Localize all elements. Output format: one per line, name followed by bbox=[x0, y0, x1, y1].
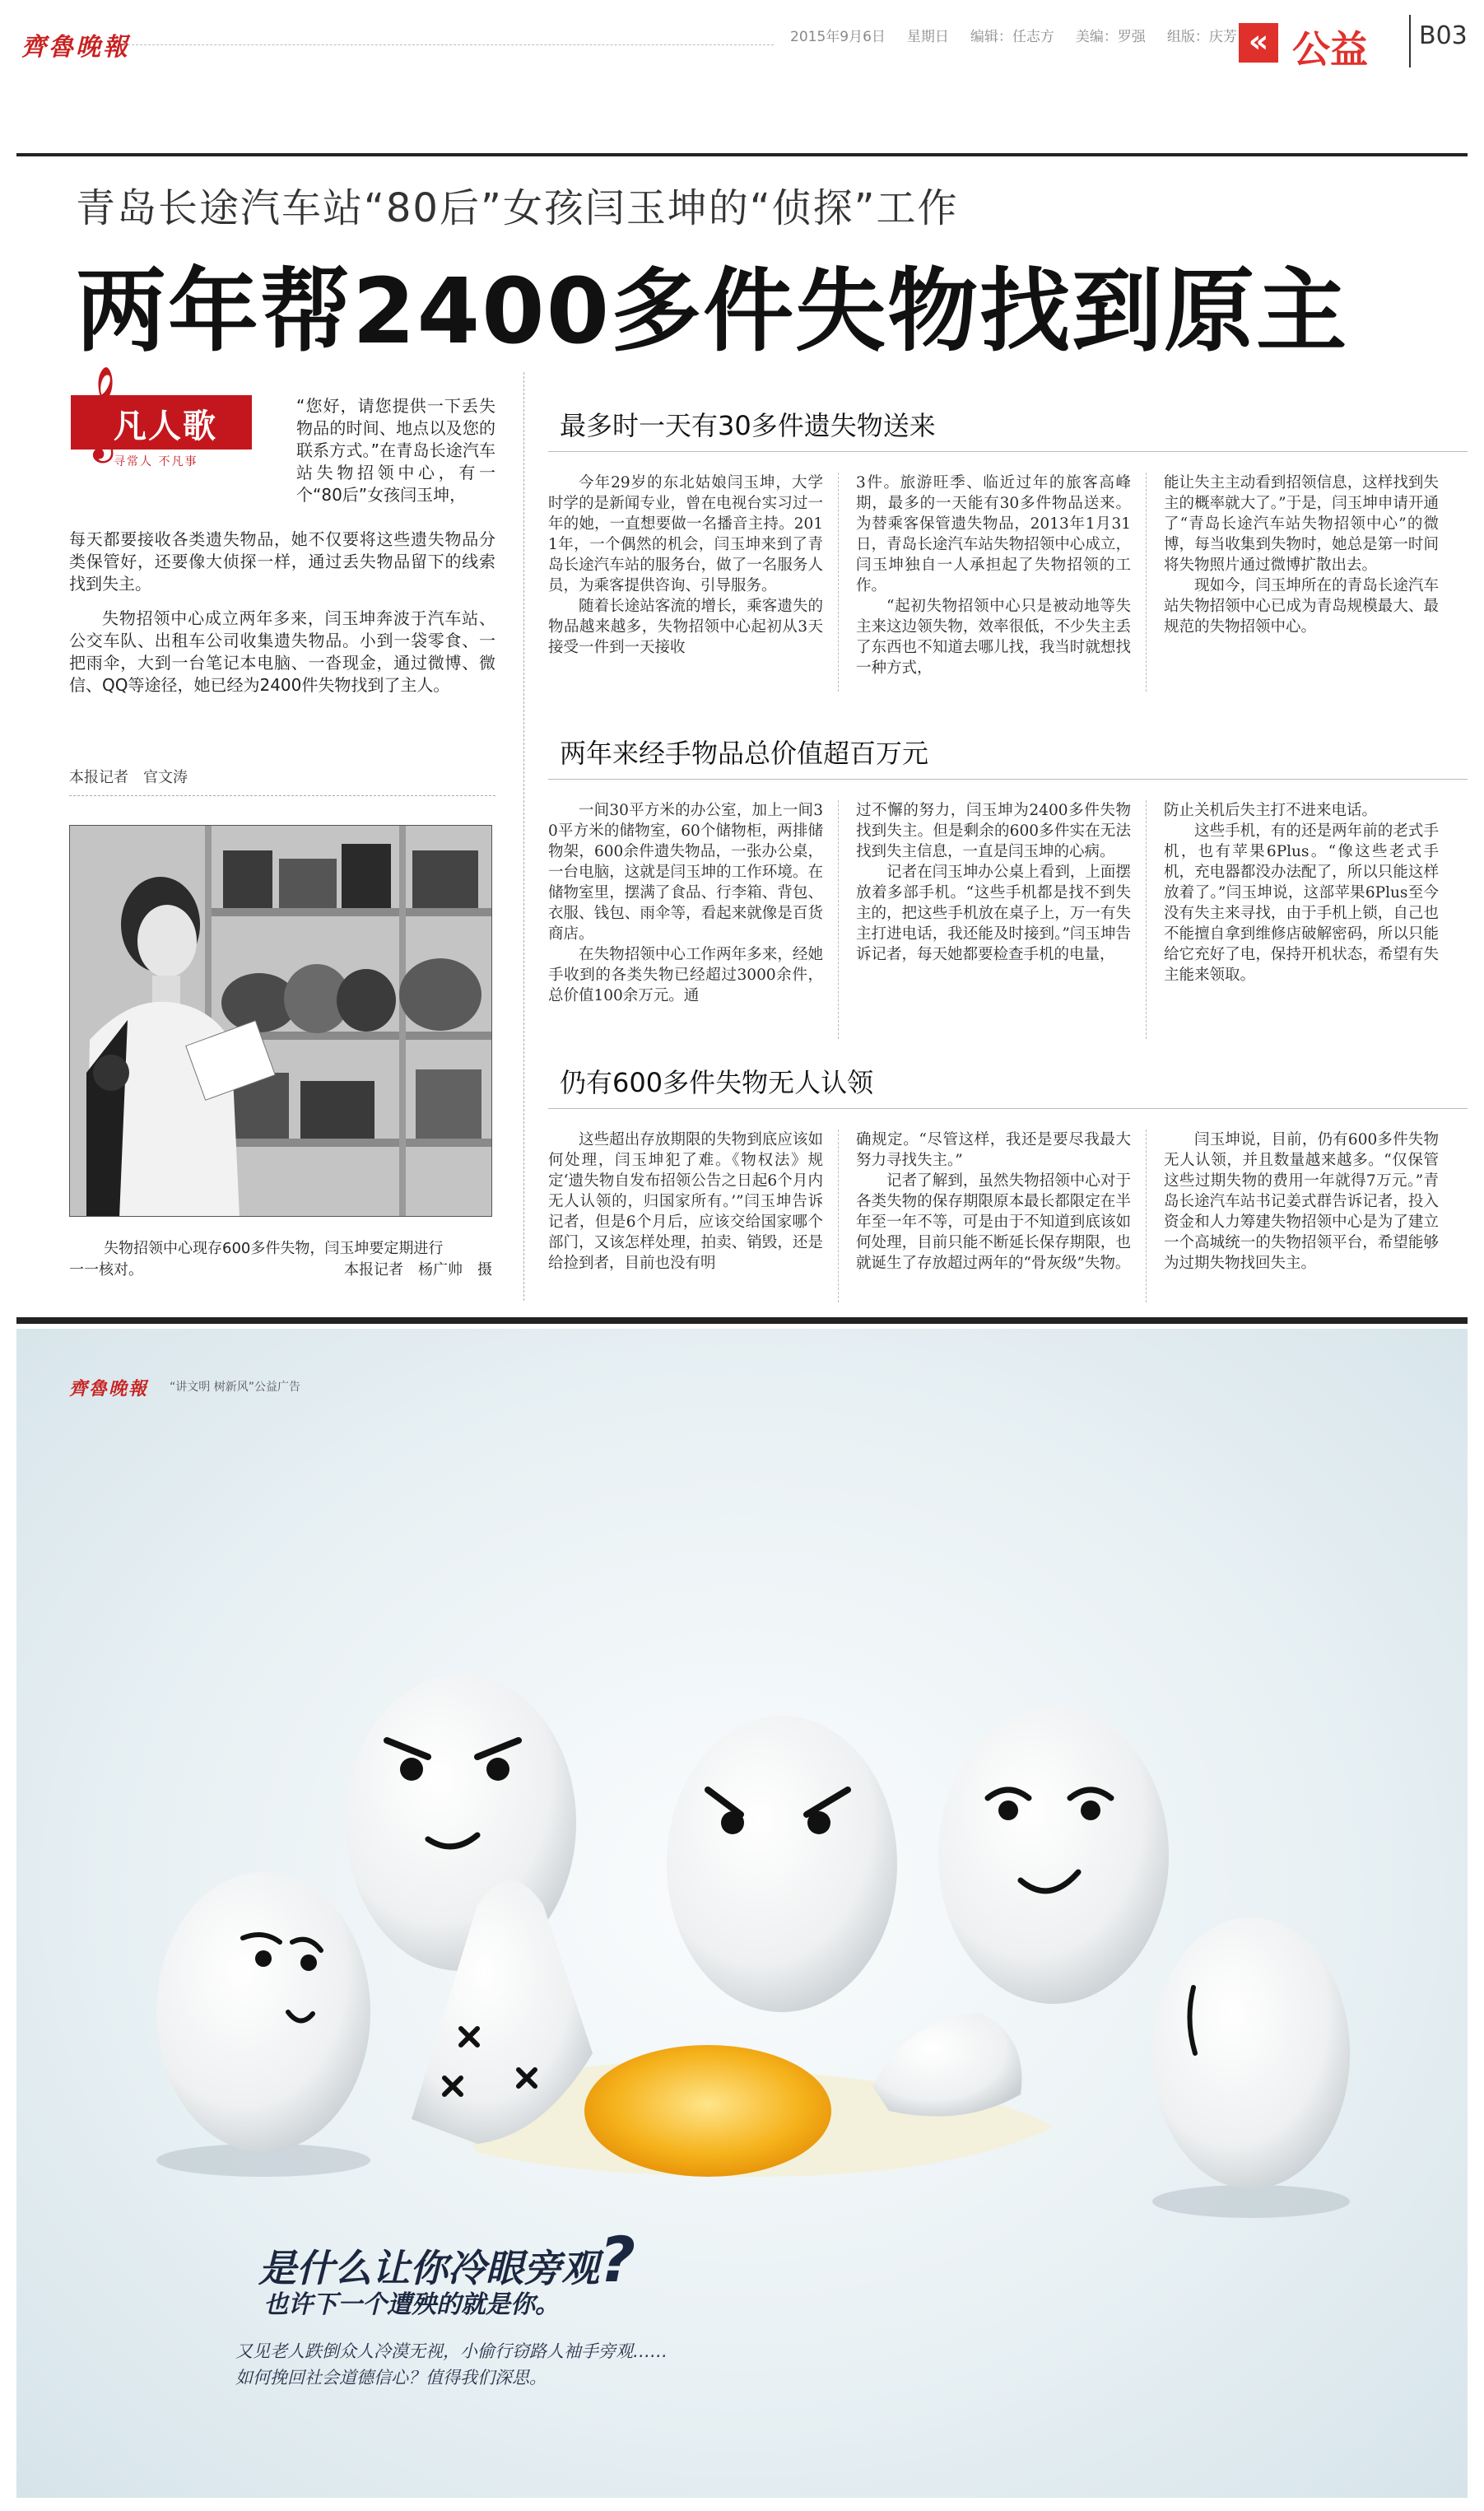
section-3-column-3 bbox=[1164, 1130, 1439, 1274]
newspaper-logo: 齊魯晚報 bbox=[21, 33, 130, 62]
section-2-column-3 bbox=[1164, 800, 1439, 985]
column-logo bbox=[71, 366, 258, 471]
section-1-rule bbox=[548, 451, 1468, 452]
ad-question-mark: ? bbox=[599, 2223, 636, 2296]
treble-clef-icon: 𝄞 bbox=[76, 366, 123, 459]
photo-caption-credit-line bbox=[69, 1260, 492, 1280]
section-1-column-2 bbox=[856, 473, 1131, 678]
intro-paragraph-3: 失物招领中心成立两年多来，闫玉坤奔波于汽车站、公交车队、出租车公司收集遗失物品。小到一袋零食、一把雨伞，大到一台笔记本电脑、一沓现金，通过微博、微信、QQ等途径，她已经为2400件失物找到了主人。 bbox=[69, 608, 495, 695]
paragraph: 3件。旅游旺季、临近过年的旅客高峰期，最多的一天能有30多件物品送来。为替乘客保管遗失物品，2013年1月31日，青岛长途汽车站失物招领中心成立，闫玉坤独自一人承担起了失物招领的工作。 bbox=[856, 474, 1131, 594]
column-rule bbox=[838, 473, 839, 692]
ad-subline-2: 如何挽回社会道德信心？值得我们深思。 bbox=[235, 2368, 547, 2388]
ad-subline-1: 又见老人跌倒众人冷漠无视，小偷行窃路人袖手旁观…… bbox=[235, 2341, 668, 2361]
section-1-column-3 bbox=[1164, 473, 1439, 637]
intro-paragraph-1: “您好，请您提供一下丢失物品的时间、地点以及您的联系方式。”在青岛长途汽车站失物招领中心，有一个“80后”女孩闫玉坤， bbox=[296, 396, 495, 505]
photo-caption-tail: 一一核对。 bbox=[69, 1261, 143, 1279]
section-3-rule bbox=[548, 1108, 1468, 1109]
issue-art-editor: 美编：罗强 bbox=[1075, 29, 1146, 45]
issue-editor: 编辑：任志方 bbox=[970, 29, 1054, 45]
column-rule bbox=[1146, 473, 1147, 692]
paragraph: 记者在闫玉坤办公桌上看到，上面摆放着多部手机。“这些手机都是找不到失主的，把这些手机放在桌子上，万一有失主打进电话，我还能及时接到。”闫玉坤告诉记者，每天她都要检查手机的电量， bbox=[856, 864, 1131, 963]
byline: 本报记者 官文涛 bbox=[69, 769, 188, 786]
issue-layout: 组版：庆芳 bbox=[1166, 29, 1237, 45]
paragraph: “起初失物招领中心只是被动地等失主来这边领失物，效率很低，不少失主丢了东西也不知道去哪儿找，我当时就想找一种方式， bbox=[856, 598, 1131, 677]
column-rule bbox=[838, 1130, 839, 1302]
paragraph: 闫玉坤说，目前，仍有600多件失物无人认领，并且数量越来越多。“仅保管这些过期失物的费用一年就得7万元。”青岛长途汽车站书记姜式群告诉记者，投入资金和人力筹建失物招领中心是为了建立一个高城统一的失物招领平台，希望能够为过期失物找回失主。 bbox=[1164, 1131, 1439, 1272]
masthead bbox=[0, 0, 1484, 82]
column-rule bbox=[1146, 800, 1147, 1039]
photo-credit: 本报记者 杨广帅 摄 bbox=[344, 1261, 492, 1279]
column-rule bbox=[838, 800, 839, 1039]
paragraph: 在失物招领中心工作两年多来，经她手收到的各类失物已经超过3000余件，总价值100余万元。通 bbox=[548, 946, 823, 1004]
section-3-column-2 bbox=[856, 1130, 1131, 1274]
page-number: B03 bbox=[1419, 21, 1468, 50]
section-arrow-icon: « bbox=[1239, 23, 1278, 63]
masthead-dashed-rule bbox=[123, 44, 774, 45]
article-kicker: 青岛长途汽车站“80后”女孩闫玉坤的“侦探”工作 bbox=[76, 185, 959, 231]
lost-and-found-photo-illustration bbox=[70, 826, 492, 1217]
section-name: 公益 bbox=[1292, 27, 1368, 72]
paragraph: 随着长途站客流的增长，乘客遗失的物品越来越多，失物招领中心起初从3天接受一件到一天接收 bbox=[548, 598, 823, 656]
paragraph: 确规定。“尽管这样，我还是要尽我最大努力寻找失主。” bbox=[856, 1131, 1131, 1169]
section-1-column-1 bbox=[548, 473, 823, 658]
ad-slogan: “讲文明 树新风”公益广告 bbox=[170, 1381, 300, 1394]
ad-newspaper-logo: 齊魯晚報 bbox=[69, 1378, 149, 1400]
section-1-subhead: 最多时一天有30多件遗失物送来 bbox=[560, 410, 936, 441]
paragraph: 这些手机，有的还是两年前的老式手机，也有苹果6Plus。“像这些老式手机，充电器都没办法配了，所以只能这样放着了。”闫玉坤说，这部苹果6Plus至今没有失主来寻找，由于手机上锁，自己也不能擅自拿到维修店破解密码，所以只能给它充好了电，保持开机状态，希望有失主能来领取。 bbox=[1164, 822, 1439, 984]
section-2-column-2 bbox=[856, 800, 1131, 965]
ad-question-text: 是什么让你冷眼旁观 bbox=[258, 2246, 599, 2290]
section-2-column-1 bbox=[548, 800, 823, 1006]
issue-meta bbox=[790, 25, 1237, 45]
column-logo-tagline: 寻常人 不凡事 bbox=[114, 455, 198, 468]
paragraph: 记者了解到，虽然失物招领中心对于各类失物的保存期限原本最长都限定在半年至一年不等，可是由于不知道到底该如何处理，目前只能不断延长保存期限，也就诞生了存放超过两年的“骨灰级”失物。 bbox=[856, 1172, 1131, 1272]
paragraph: 今年29岁的东北姑娘闫玉坤，大学时学的是新闻专业，曾在电视台实习过一年的她，一直想要做一名播音主持。2011年，一个偶然的机会，闫玉坤来到了青岛长途汽车站的服务台，做了一名服务人员，为乘客提供咨询、引导服务。 bbox=[548, 474, 823, 594]
issue-date: 2015年9月6日 bbox=[790, 29, 886, 45]
paragraph: 过不懈的努力，闫玉坤为2400多件失物找到失主。但是剩余的600多件实在无法找到失主信息，一直是闫玉坤的心病。 bbox=[856, 802, 1131, 860]
issue-weekday: 星期日 bbox=[906, 29, 949, 45]
section-2-subhead: 两年来经手物品总价值超百万元 bbox=[560, 738, 929, 769]
top-rule bbox=[16, 153, 1468, 156]
byline-rule bbox=[69, 795, 495, 796]
eggs-illustration bbox=[16, 1329, 1468, 2498]
paragraph: 能让失主主动看到招领信息，这样找到失主的概率就大了。”于是，闫玉坤申请开通了“青岛长途汽车站失物招领中心”的微博，每当收集到失物时，她总是第一时间将失物照片通过微博扩散出去。 bbox=[1164, 474, 1439, 574]
public-service-ad bbox=[16, 1329, 1468, 2498]
photo-caption: 失物招领中心现存600多件失物，闫玉坤要定期进行 bbox=[104, 1240, 444, 1257]
section-2-rule bbox=[548, 779, 1468, 780]
page-number-divider bbox=[1409, 15, 1411, 68]
article-headline: 两年帮2400多件失物找到原主 bbox=[76, 259, 1349, 364]
intro-paragraph-2: 每天都要接收各类遗失物品，她不仅要将这些遗失物品分类保管好，还要像大侦探一样，通过丢失物品留下的线索找到失主。 bbox=[69, 529, 495, 594]
column-rule bbox=[1146, 1130, 1147, 1302]
column-logo-name: 凡人歌 bbox=[114, 408, 217, 445]
column-divider bbox=[523, 372, 524, 1301]
paragraph: 防止关机后失主打不进来电话。 bbox=[1164, 802, 1378, 819]
section-3-column-1 bbox=[548, 1130, 823, 1274]
paragraph: 现如今，闫玉坤所在的青岛长途汽车站失物招领中心已成为青岛规模最大、最规范的失物招领中心。 bbox=[1164, 577, 1439, 636]
paragraph: 一间30平方米的办公室，加上一间30平方米的储物室，60个储物柜，两排储物架，600余件遗失物品，一张办公桌，一台电脑，这就是闫玉坤的工作环境。在储物室里，摆满了食品、行李箱、背包、衣服、钱包、雨伞等，看起来就像是百货商店。 bbox=[548, 802, 823, 943]
bottom-rule bbox=[16, 1317, 1468, 1324]
section-3-subhead: 仍有600多件失物无人认领 bbox=[560, 1067, 874, 1098]
ad-answer: 也许下一个遭殃的就是你。 bbox=[263, 2290, 560, 2319]
paragraph: 这些超出存放期限的失物到底应该如何处理，闫玉坤犯了难。《物权法》规定‘遗失物自发布招领公告之日起6个月内无人认领的，归国家所有。’”闫玉坤告诉记者，但是6个月后，应该交给国家哪个部门，又该怎样处理，拍卖、销毁，还是给捡到者，目前也没有明 bbox=[548, 1131, 823, 1272]
news-photo bbox=[69, 825, 492, 1217]
